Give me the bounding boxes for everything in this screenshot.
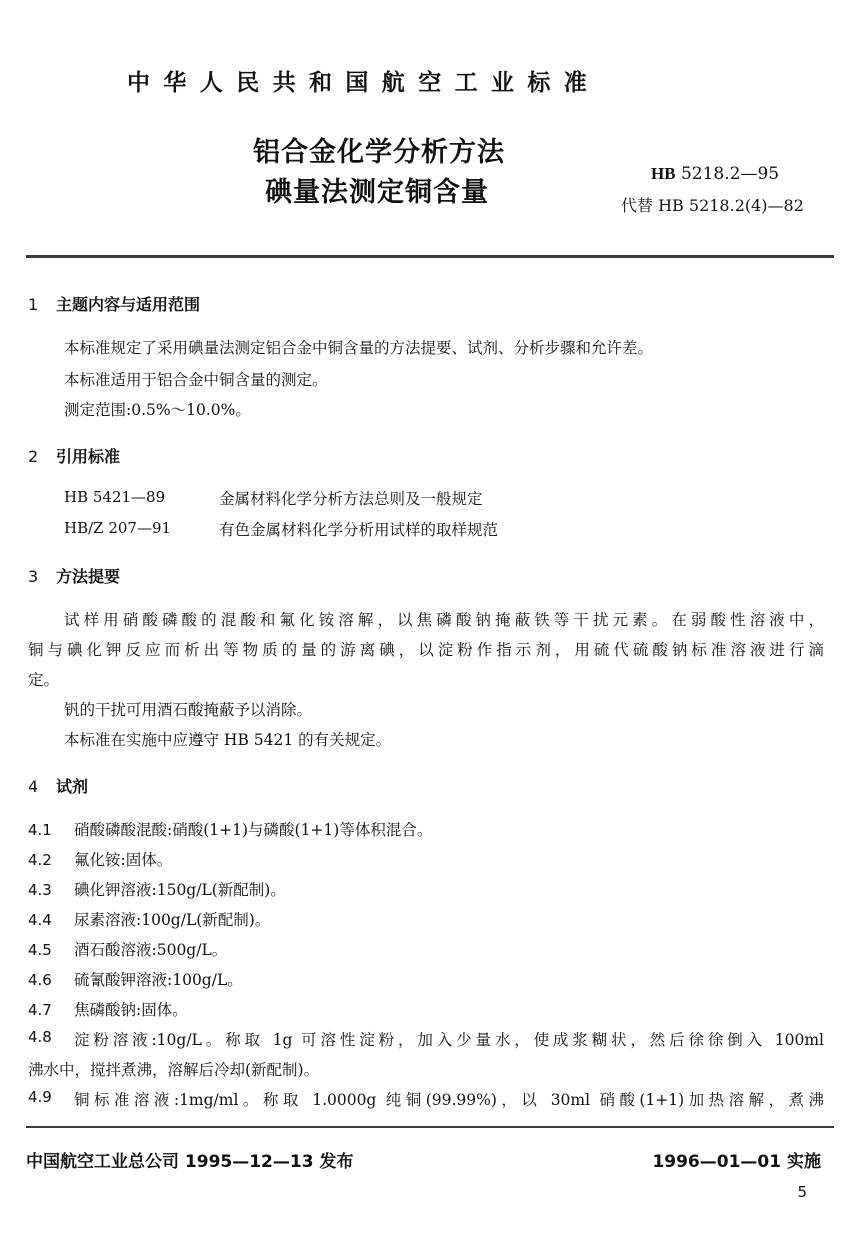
reference-title: 有色金属材料化学分析用试样的取样规范: [219, 521, 499, 539]
paragraph: 钒的干扰可用酒石酸掩蔽予以消除。: [64, 701, 313, 719]
paragraph: 定。: [28, 671, 60, 689]
item-text: 铜标准溶液:1mg/ml。称取 1.0000g 纯铜(99.99%)，以 30ml 硝酸(1+1)加热溶解，煮沸: [74, 1091, 824, 1109]
section-title: 引用标准: [56, 447, 121, 466]
item-number: 4.6: [28, 971, 52, 989]
reference-code: HB 5421—89: [64, 488, 166, 506]
standard-code-number: 5218.2—95: [680, 164, 780, 184]
footer-divider: [26, 1126, 834, 1128]
document-title-line-1: 铝合金化学分析方法: [253, 137, 505, 168]
section-number: 2: [28, 447, 39, 466]
item-number: 4.7: [28, 1001, 52, 1019]
reagent-item: [28, 968, 243, 990]
paragraph: 本标准适用于铝合金中铜含量的测定。: [64, 371, 328, 389]
paragraph: 测定范围:0.5%～10.0%。: [64, 401, 251, 419]
standard-type-header: 中华人民共和国航空工业标准: [127, 70, 601, 96]
section-1-heading: [28, 292, 200, 315]
reagent-item: [28, 938, 227, 960]
reagent-item: [28, 998, 188, 1020]
item-text: 焦磷酸钠:固体。: [74, 1001, 188, 1019]
paragraph: 本标准在实施中应遵守 HB 5421 的有关规定。: [64, 731, 392, 749]
item-number: 4.3: [28, 881, 52, 899]
item-number: 4.5: [28, 941, 52, 959]
item-number: 4.2: [28, 851, 52, 869]
section-number: 4: [28, 777, 39, 796]
page-number: 5: [797, 1183, 807, 1201]
item-text: 酒石酸溶液:500g/L。: [74, 941, 228, 959]
reagent-item: [28, 908, 270, 930]
document-title-line-2: 碘量法测定铜含量: [265, 177, 489, 208]
item-text: 氟化铵:固体。: [74, 851, 173, 869]
item-number: 4.9: [28, 1088, 52, 1106]
header-divider: [26, 255, 834, 258]
item-text: 碘化钾溶液:150g/L(新配制)。: [74, 881, 286, 899]
item-text: 尿素溶液:100g/L(新配制)。: [74, 911, 271, 929]
replaces-code: 代替 HB 5218.2(4)—82: [621, 196, 804, 215]
paragraph: 本标准规定了采用碘量法测定铝合金中铜含量的方法提要、试剂、分析步骤和允许差。: [64, 339, 654, 357]
standard-code-prefix: HB: [651, 164, 676, 183]
item-text: 淀粉溶液:10g/L。称取 1g 可溶性淀粉，加入少量水，使成浆糊状，然后徐徐倒入 100ml: [74, 1031, 824, 1049]
reagent-item: [28, 1028, 824, 1050]
section-title: 主题内容与适用范围: [56, 295, 201, 314]
section-number: 3: [28, 567, 39, 586]
standard-code: [651, 164, 779, 184]
section-title: 方法提要: [56, 567, 121, 586]
section-number: 1: [28, 295, 39, 314]
paragraph: 铜与碘化钾反应而析出等物质的量的游离碘，以淀粉作指示剂，用硫代硫酸钠标准溶液进行滴: [28, 641, 824, 659]
effective-date: 1996—01—01 实施: [652, 1152, 821, 1172]
reference-code: HB/Z 207—91: [64, 519, 172, 537]
item-continuation: 沸水中，搅拌煮沸，溶解后冷却(新配制)。: [28, 1061, 320, 1079]
section-3-heading: [28, 564, 120, 587]
section-4-heading: [28, 774, 88, 797]
paragraph: 试样用硝酸磷酸的混酸和氟化铵溶解，以焦磷酸钠掩蔽铁等干扰元素。在弱酸性溶液中，: [64, 611, 824, 629]
item-number: 4.1: [28, 821, 52, 839]
reagent-item: [28, 878, 286, 900]
item-text: 硝酸磷酸混酸:硝酸(1+1)与磷酸(1+1)等体积混合。: [74, 821, 433, 839]
item-number: 4.4: [28, 911, 52, 929]
item-text: 硫氰酸钾溶液:100g/L。: [74, 971, 243, 989]
section-2-heading: [28, 444, 120, 467]
issue-date: 中国航空工业总公司 1995—12—13 发布: [26, 1152, 354, 1172]
item-number: 4.8: [28, 1028, 52, 1046]
reagent-item: [28, 1088, 824, 1110]
reference-title: 金属材料化学分析方法总则及一般规定: [219, 490, 483, 508]
reagent-item: [28, 848, 172, 870]
reagent-item: [28, 818, 432, 840]
section-title: 试剂: [56, 777, 89, 796]
